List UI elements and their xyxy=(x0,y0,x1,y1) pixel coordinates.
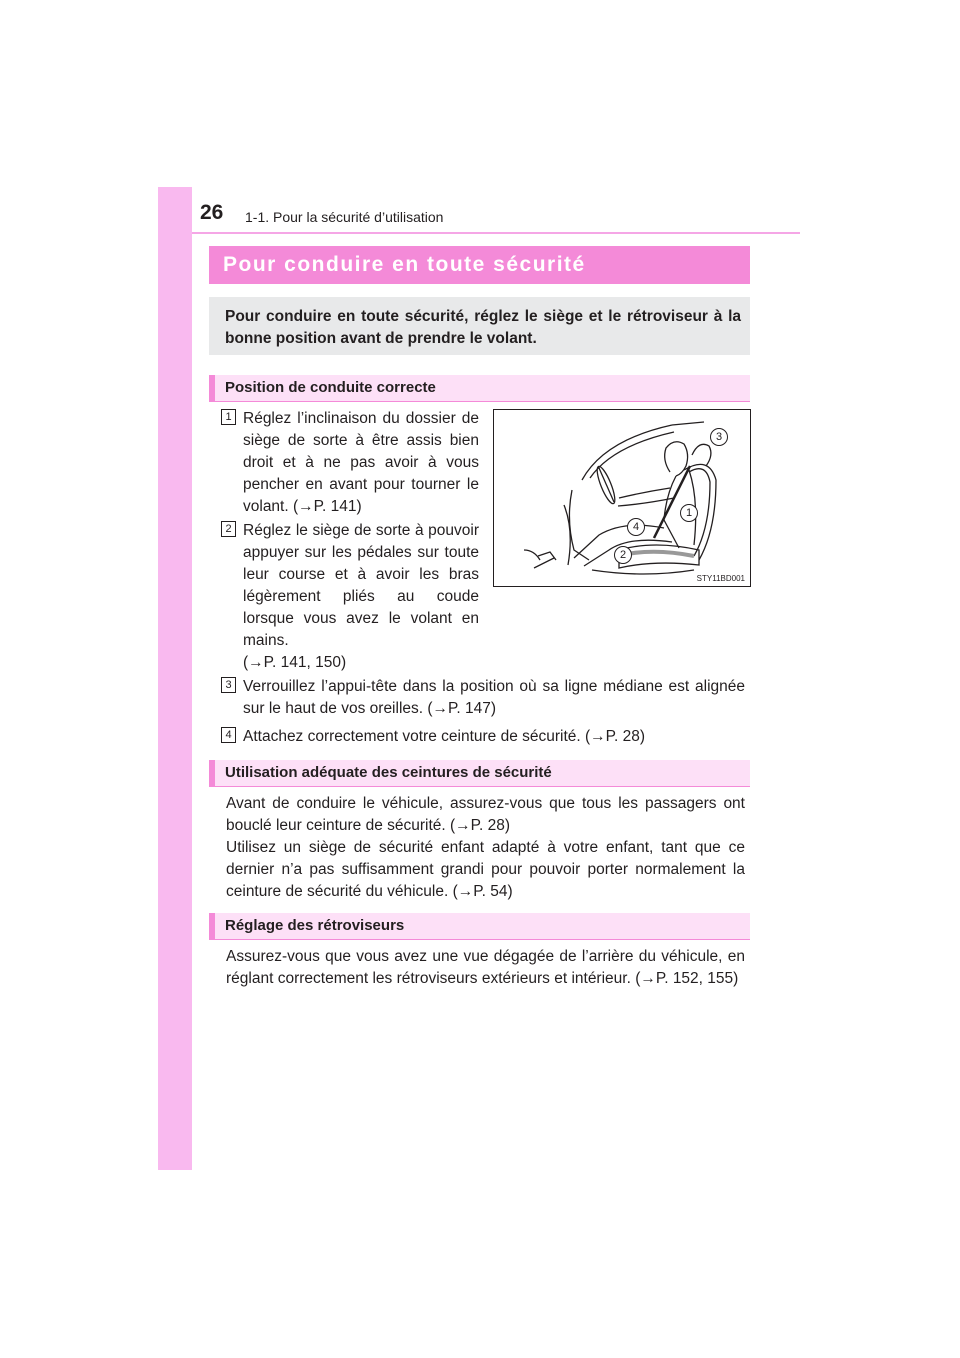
heading-driving-position-label: Position de conduite correcte xyxy=(225,379,436,396)
item-number-3: 3 xyxy=(221,677,236,693)
figure-callout-1: 1 xyxy=(680,504,698,522)
item-text-1: Réglez l’inclinaison du dossier de siège de sorte à être assis bien droit et à ne pas avoir à vous pencher en avant pour tourner le volant. (→P. 141) xyxy=(243,410,479,515)
figure-callout-4: 4 xyxy=(627,518,645,536)
title-banner xyxy=(209,246,750,284)
running-header: 1-1. Pour la sécurité d’utilisation xyxy=(245,209,444,225)
driving-position-figure xyxy=(493,409,751,587)
item-ref-2: (→P. 141, 150) xyxy=(243,654,347,671)
figure-callout-2: 2 xyxy=(614,546,632,564)
seatbelt-paragraph-2: Utilisez un siège de sécurité enfant adapté à votre enfant, tant que ce dernier n’a pas suffisamment grandi pour pouvoir porter normalement la ceinture de sécurité du véhicule. (→P. 54) xyxy=(226,839,745,900)
item-text-2: Réglez le siège de sorte à pouvoir appuyer sur les pédales sur toute leur course et à avoir les bras légèrement pliés au coude lorsque vous avez le volant en mains. xyxy=(243,522,479,649)
heading-driving-position xyxy=(209,375,750,402)
intro-text: Pour conduire en toute sécurité, réglez le siège et le rétroviseur à la bonne position avant de prendre le volant. xyxy=(225,308,741,347)
item-text-3: Verrouillez l’appui-tête dans la position où sa ligne médiane est alignée sur le haut de vos oreilles. (→P. 147) xyxy=(243,678,745,717)
header-rule xyxy=(192,232,800,234)
item-number-1: 1 xyxy=(221,409,236,425)
figure-code: STY11BD001 xyxy=(696,574,745,583)
seatbelt-paragraph-1: Avant de conduire le véhicule, assurez-vous que tous les passagers ont bouclé leur ceinture de sécurité. (→P. 28) xyxy=(226,795,745,834)
item-number-2: 2 xyxy=(221,521,236,537)
mirror-paragraph: Assurez-vous que vous avez une vue dégagée de l’arrière du véhicule, en réglant correctement les rétroviseurs extérieurs et intérieur. (→P. 152, 155) xyxy=(226,948,745,987)
heading-mirror-adjustment-label: Réglage des rétroviseurs xyxy=(225,917,405,934)
side-tab-strip xyxy=(158,187,192,1170)
heading-seatbelt-use xyxy=(209,760,750,787)
figure-callout-3: 3 xyxy=(710,428,728,446)
page-title: Pour conduire en toute sécurité xyxy=(223,253,586,276)
heading-seatbelt-use-label: Utilisation adéquate des ceintures de sécurité xyxy=(225,764,552,781)
item-number-4: 4 xyxy=(221,727,236,743)
intro-box xyxy=(209,297,750,355)
item-text-4: Attachez correctement votre ceinture de sécurité. (→P. 28) xyxy=(243,728,646,745)
heading-mirror-adjustment xyxy=(209,913,750,940)
page-number: 26 xyxy=(200,201,224,224)
